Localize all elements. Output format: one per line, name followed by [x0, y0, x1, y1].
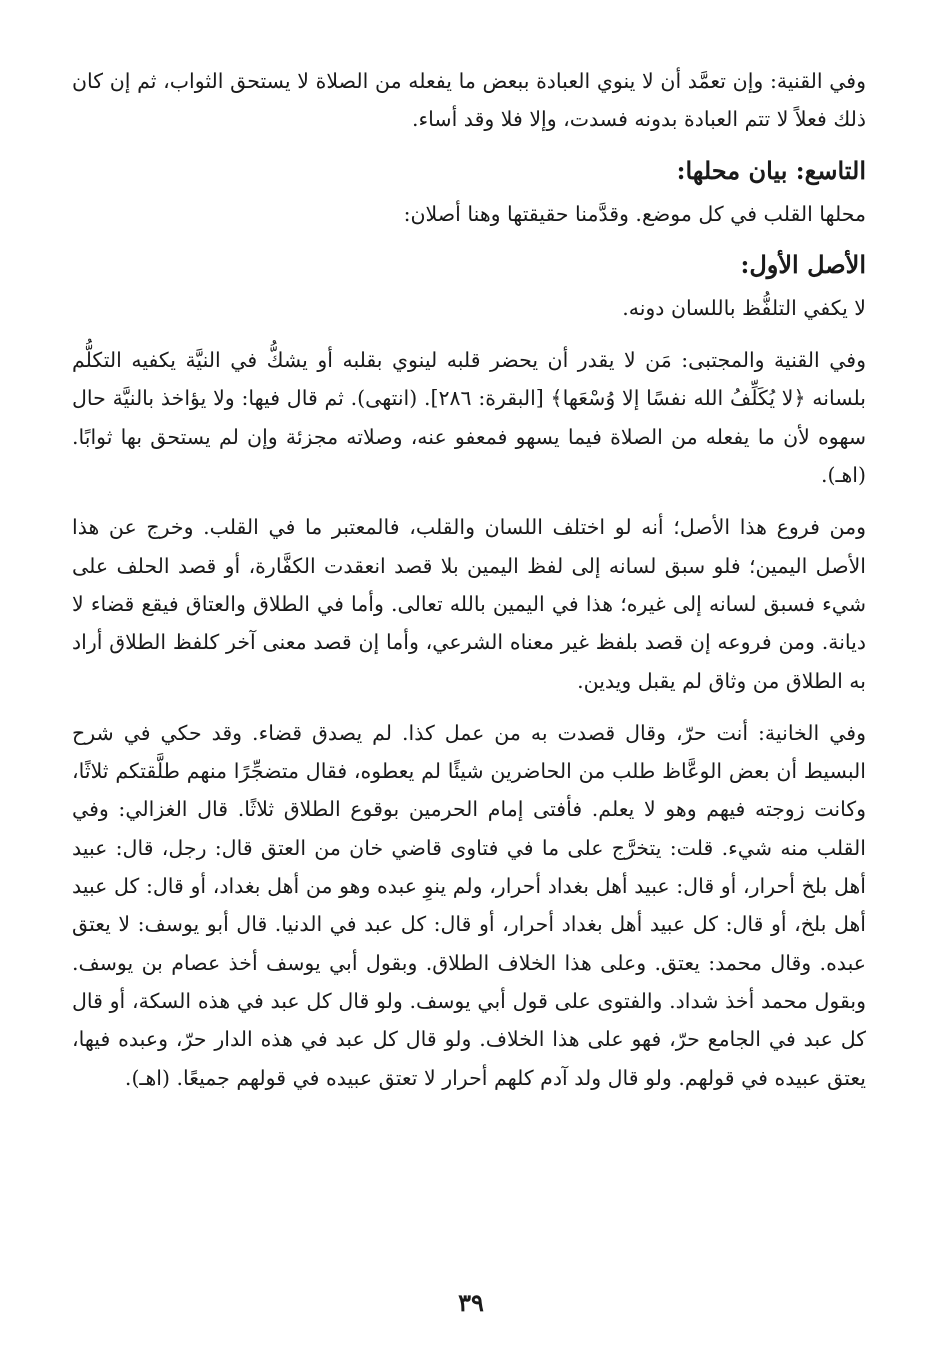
paragraph-qunya: وفي القنية: وإن تعمَّد أن لا ينوي العبادة ببعض ما يفعله من الصلاة لا يستحق الثواب، ثم إن كان ذلك فعلاً لا تتم العبادة بدونه فسدت، وإلا فلا وقد أساء. — [72, 69, 866, 132]
section-heading-first-principle: الأصل الأول: — [740, 249, 866, 279]
paragraph-tongue-insufficient: لا يكفي التلفُّظ باللسان دونه. — [622, 295, 866, 320]
page-body — [0, 62, 942, 1097]
paragraph-mujtaba: وفي القنية والمجتبى: مَن لا يقدر أن يحضر قلبه لينوي بقلبه أو يشكُّ في النيَّة يكفيه التكلُّم بلسانه ﴿لا يُكَلِّفُ الله نفسًا إلا وُسْعَها﴾ [البقرة: ٢٨٦]. (انتهى). ثم قال فيها: ولا يؤاخذ بالنيَّة حال سهوه لأن ما يفعله من الصلاة فيما يسهو فمعفو عنه، وصلاته مجزئة وإن لم يستحق بها ثوابًا. (اهـ). — [72, 348, 866, 488]
section-heading-ninth: التاسع: بيان محلها: — [676, 155, 866, 185]
paragraph-khaniya: وفي الخانية: أنت حرّ، وقال قصدت به من عمل كذا. لم يصدق قضاء. وقد حكي في شرح البسيط أن بعض الوعَّاظ طلب من الحاضرين شيئًا لم يعطوه، فقال متضجِّرًا منهم طلَّقتكم ثلاثًا، وكانت زوجته فيهم وهو لا يعلم. فأفتى إمام الحرمين بوقوع الطلاق ثلاثًا. قال الغزالي: وفي القلب منه شيء. قلت: يتخرَّج على ما في فتاوى قاضي خان من العتق قال: رجل، قال: عبيد أهل بلخ أحرار، أو قال: عبيد أهل بغداد أحرار، ولم ينوِ عبده وهو من أهل بغداد، أو قال: كل عبيد أهل بلخ، أو قال: كل عبيد أهل بغداد أحرار، أو قال: كل عبد في الدنيا. قال أبو يوسف: لا يعتق عبده. وقال محمد: يعتق. وعلى هذا الخلاف الطلاق. وبقول أبي يوسف أخذ عصام بن يوسف. وبقول محمد أخذ شداد. والفتوى على قول أبي يوسف. ولو قال كل عبد في هذه السكة، أو قال كل عبد في الجامع حرّ، فهو على هذا الخلاف. ولو قال كل عبد في هذه الدار حرّ، وعبده فيها، يعتق عبيده في قولهم. ولو قال ولد آدم كلهم أحرار لا تعتق عبيده في قولهم جميعًا. (اهـ). — [72, 720, 866, 1090]
paragraph-location: محلها القلب في كل موضع. وقدَّمنا حقيقتها وهنا أصلان: — [403, 201, 866, 226]
paragraph-branches: ومن فروع هذا الأصل؛ أنه لو اختلف اللسان والقلب، فالمعتبر ما في القلب. وخرج عن هذا الأصل اليمين؛ فلو سبق لسانه إلى لفظ اليمين بلا قصد انعقدت الكفَّارة، أو قصد الحلف على شيء فسبق لسانه إلى غيره؛ هذا في اليمين بالله تعالى. وأما في الطلاق والعتاق فيقع قضاء لا ديانة. ومن فروعه إن قصد بلفظ غير معناه الشرعي، وأما إن قصد معنى آخر كلفظ الطلاق أراد به الطلاق من وثاق لم يقبل ويدين. — [72, 515, 866, 693]
page-number: ٣٩ — [458, 1288, 484, 1317]
